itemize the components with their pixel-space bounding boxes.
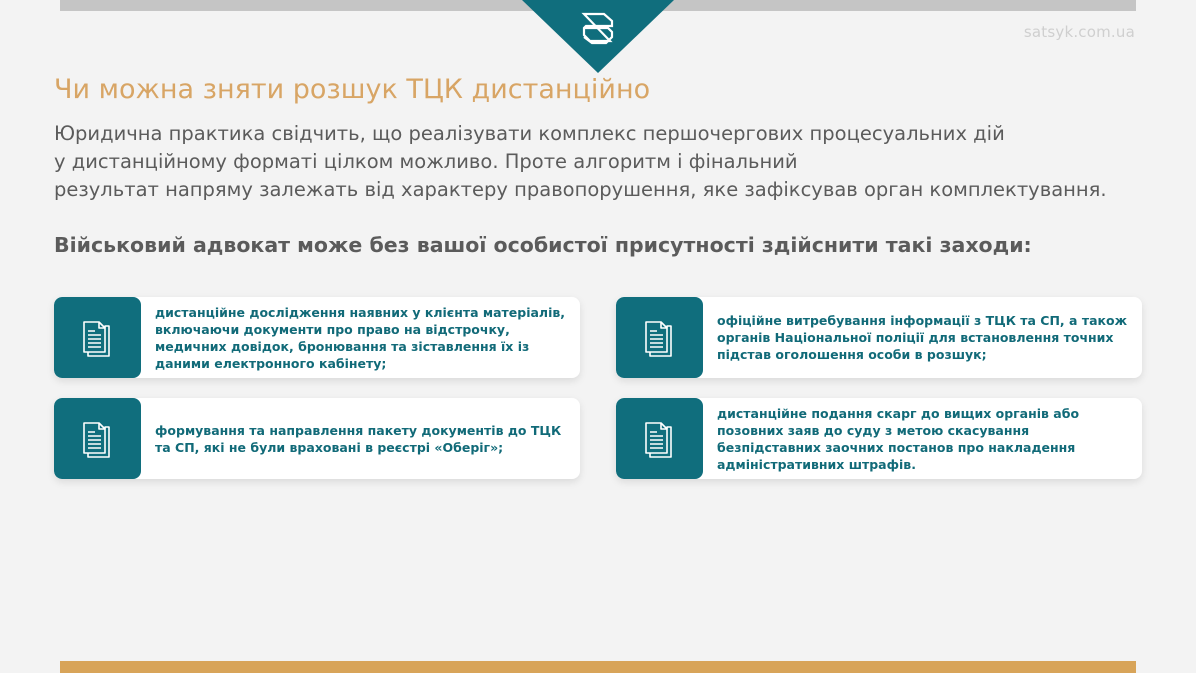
service-card-text: формування та направлення пакету документів до ТЦК та СП, які не були враховані в реєстрі «Оберіг»; [155,422,562,455]
service-card [54,297,580,378]
intro-line: у дистанційному форматі цілком можливо. Проте алгоритм і фінальний [54,150,798,173]
document-icon [54,398,141,479]
bottom-bar [60,661,1136,673]
intro-paragraph [54,120,1107,204]
service-card [616,297,1142,378]
service-card-text: дистанційне дослідження наявних у клієнта матеріалів, включаючи документи про право на відстрочку, медичних довідок, бронювання та зіставлення їх із даними електронного кабінету; [155,304,566,371]
service-card-text: офіційне витребування інформації з ТЦК та СП, а також органів Національної поліції для встановлення точних підстав оголошення особи в розшук; [717,313,1128,362]
service-card-text: дистанційне подання скарг до вищих органів або позовних заяв до суду з метою скасування безпідставних заочних постанов про накладення адміністративних штрафів. [717,405,1080,472]
document-icon [616,398,703,479]
section-subtitle: Військовий адвокат може без вашої особистої присутності здійснити такі заходи: [54,233,1032,257]
document-icon [54,297,141,378]
intro-line: результат напряму залежать від характеру правопорушення, яке зафіксував орган комплектування. [54,178,1107,201]
site-url: satsyk.com.ua [1023,23,1135,41]
satsyk-s-logo-icon [522,0,674,73]
service-card [616,398,1142,479]
service-card [54,398,580,479]
intro-line: Юридична практика свідчить, що реалізувати комплекс першочергових процесуальних дій [54,122,1005,145]
document-icon [616,297,703,378]
page-title: Чи можна зняти розшук ТЦК дистанційно [54,74,651,105]
